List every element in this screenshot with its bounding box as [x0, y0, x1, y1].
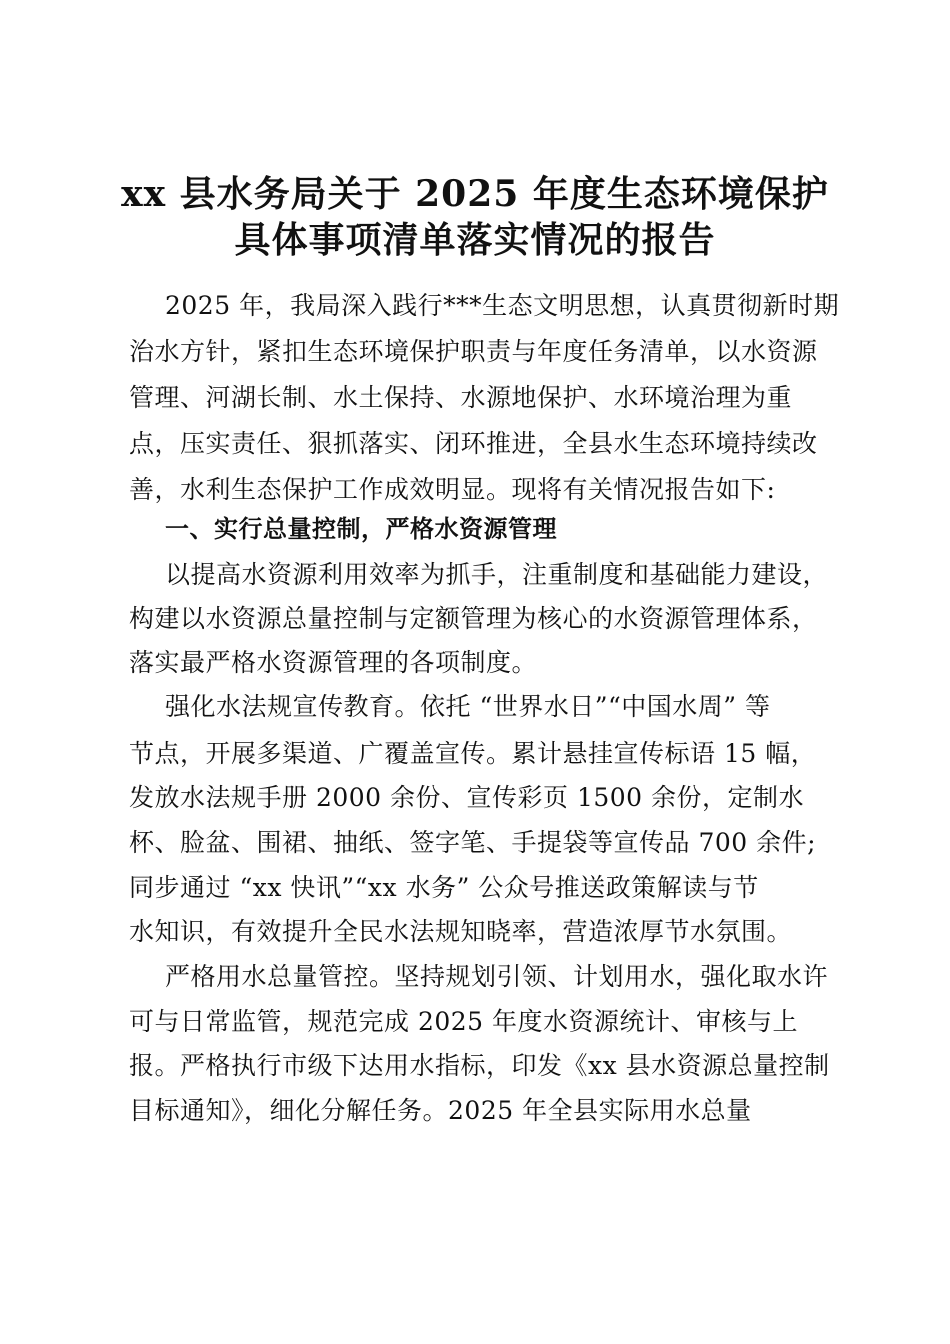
- section-paragraph-line: 落实最严格水资源管理的各项制度。: [129, 648, 538, 677]
- intro-paragraph-line: 管理、河湖长制、水土保持、水源地保护、水环境治理为重: [129, 383, 793, 412]
- water-control-paragraph-line: 严格用水总量管控。坚持规划引领、计划用水，强化取水许: [165, 962, 829, 991]
- publicity-paragraph-line: 发放水法规手册 2000 余份、宣传彩页 1500 余份，定制水: [129, 783, 805, 812]
- intro-paragraph-line: 2025 年，我局深入践行***生态文明思想，认真贯彻新时期: [165, 291, 840, 320]
- publicity-paragraph-line: 节点，开展多渠道、广覆盖宣传。累计悬挂宣传标语 15 幅，: [129, 739, 817, 768]
- document-title-line-2: 具体事项清单落实情况的报告: [234, 219, 716, 261]
- publicity-paragraph-line: 杯、脸盆、围裙、抽纸、签字笔、手提袋等宣传品 700 余件;: [129, 828, 817, 857]
- water-control-paragraph-line: 目标通知》，细化分解任务。2025 年全县实际用水总量: [129, 1096, 752, 1125]
- intro-paragraph-line: 治水方针，紧扣生态环境保护职责与年度任务清单，以水资源: [129, 337, 818, 366]
- section-paragraph-line: 以提高水资源利用效率为抓手，注重制度和基础能力建设，: [165, 560, 829, 589]
- section-paragraph-line: 构建以水资源总量控制与定额管理为核心的水资源管理体系，: [129, 604, 818, 633]
- document-title-line-1: xx 县水务局关于 2025 年度生态环境保护: [121, 173, 829, 215]
- intro-paragraph-line: 点，压实责任、狠抓落实、闭环推进，全县水生态环境持续改: [129, 429, 818, 458]
- publicity-paragraph-line: 水知识，有效提升全民水法规知晓率，营造浓厚节水氛围。: [129, 917, 793, 946]
- water-control-paragraph-line: 报。严格执行市级下达用水指标，印发《xx 县水资源总量控制: [129, 1051, 830, 1080]
- section-heading: 一、实行总量控制，严格水资源管理: [165, 515, 557, 543]
- water-control-paragraph-line: 可与日常监管，规范完成 2025 年度水资源统计、审核与上: [129, 1007, 799, 1036]
- intro-paragraph-line: 善，水利生态保护工作成效明显。现将有关情况报告如下:: [129, 475, 776, 504]
- publicity-paragraph-line: 同步通过 “xx 快讯”“xx 水务” 公众号推送政策解读与节: [129, 873, 759, 902]
- publicity-paragraph-line: 强化水法规宣传教育。依托 “世界水日”“中国水周” 等: [165, 692, 771, 721]
